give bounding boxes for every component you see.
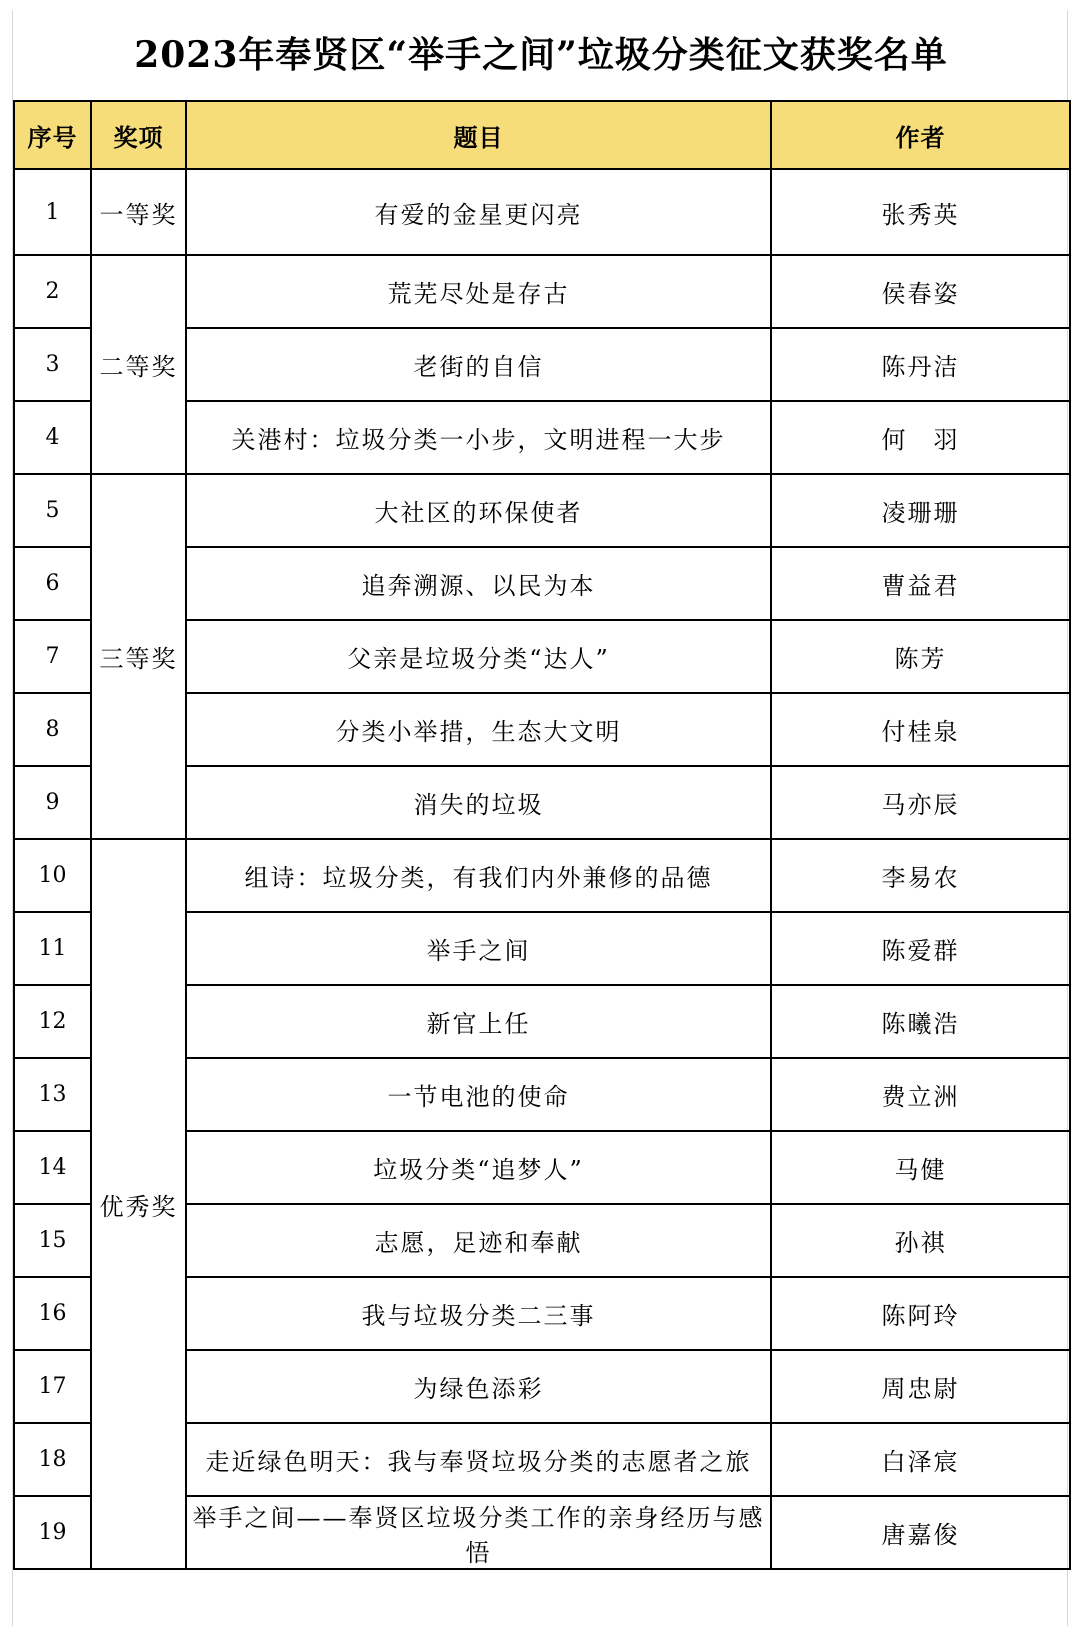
row-topic: 举手之间: [186, 912, 771, 985]
row-author: 马健: [771, 1131, 1070, 1204]
row-author: 陈爱群: [771, 912, 1070, 985]
table-row: [14, 169, 1070, 255]
row-author: 张秀英: [771, 169, 1070, 255]
page-title: 2023年奉贤区“举手之间”垃圾分类征文获奖名单: [134, 34, 948, 76]
header-award: 奖项: [91, 101, 186, 169]
row-topic: 为绿色添彩: [186, 1350, 771, 1423]
row-author: 陈芳: [771, 620, 1070, 693]
award-excellence-prize: 优秀奖: [91, 839, 186, 1569]
row-topic: 老街的自信: [186, 328, 771, 401]
row-topic: 举手之间——奉贤区垃圾分类工作的亲身经历与感悟: [186, 1496, 771, 1569]
row-topic: 父亲是垃圾分类“达人”: [186, 620, 771, 693]
row-topic: 志愿，足迹和奉献: [186, 1204, 771, 1277]
row-topic: 荒芜尽处是存古: [186, 255, 771, 328]
row-author: 白泽宸: [771, 1423, 1070, 1496]
award-table: [13, 100, 1071, 1570]
row-topic: 关港村：垃圾分类一小步，文明进程一大步: [186, 401, 771, 474]
table-row: [14, 839, 1070, 912]
award-first-prize: 一等奖: [91, 169, 186, 255]
row-topic: 一节电池的使命: [186, 1058, 771, 1131]
row-index: 10: [14, 839, 91, 912]
row-author: 马亦辰: [771, 766, 1070, 839]
row-author: 陈阿玲: [771, 1277, 1070, 1350]
header-index: 序号: [14, 101, 91, 169]
row-topic: 组诗：垃圾分类，有我们内外兼修的品德: [186, 839, 771, 912]
row-index: 12: [14, 985, 91, 1058]
row-author: 费立洲: [771, 1058, 1070, 1131]
row-topic: 垃圾分类“追梦人”: [186, 1131, 771, 1204]
row-topic: 追奔溯源、以民为本: [186, 547, 771, 620]
row-index: 1: [14, 169, 91, 255]
award-third-prize: 三等奖: [91, 474, 186, 839]
row-author: 侯春姿: [771, 255, 1070, 328]
row-index: 18: [14, 1423, 91, 1496]
header-author: 作者: [771, 101, 1070, 169]
row-author: 唐嘉俊: [771, 1496, 1070, 1569]
row-index: 19: [14, 1496, 91, 1569]
row-index: 7: [14, 620, 91, 693]
row-index: 16: [14, 1277, 91, 1350]
row-index: 2: [14, 255, 91, 328]
row-topic: 新官上任: [186, 985, 771, 1058]
row-author: 周忠尉: [771, 1350, 1070, 1423]
row-index: 6: [14, 547, 91, 620]
row-index: 4: [14, 401, 91, 474]
row-index: 11: [14, 912, 91, 985]
row-author: 陈曦浩: [771, 985, 1070, 1058]
table-header-row: [14, 101, 1070, 169]
row-topic: 我与垃圾分类二三事: [186, 1277, 771, 1350]
document-sheet: [12, 10, 1068, 1626]
table-row: [14, 474, 1070, 547]
row-topic: 走近绿色明天：我与奉贤垃圾分类的志愿者之旅: [186, 1423, 771, 1496]
row-index: 5: [14, 474, 91, 547]
award-second-prize: 二等奖: [91, 255, 186, 474]
row-index: 13: [14, 1058, 91, 1131]
row-author: 陈丹洁: [771, 328, 1070, 401]
row-author: 付桂泉: [771, 693, 1070, 766]
row-author: 李易农: [771, 839, 1070, 912]
row-topic: 分类小举措，生态大文明: [186, 693, 771, 766]
row-index: 8: [14, 693, 91, 766]
row-index: 17: [14, 1350, 91, 1423]
row-index: 14: [14, 1131, 91, 1204]
row-author: 孙祺: [771, 1204, 1070, 1277]
row-topic: 消失的垃圾: [186, 766, 771, 839]
row-index: 15: [14, 1204, 91, 1277]
row-topic: 大社区的环保使者: [186, 474, 771, 547]
row-author: 曹益君: [771, 547, 1070, 620]
row-index: 3: [14, 328, 91, 401]
header-topic: 题目: [186, 101, 771, 169]
row-topic: 有爱的金星更闪亮: [186, 169, 771, 255]
table-row: [14, 255, 1070, 328]
row-author: 何 羽: [771, 401, 1070, 474]
row-author: 凌珊珊: [771, 474, 1070, 547]
row-index: 9: [14, 766, 91, 839]
